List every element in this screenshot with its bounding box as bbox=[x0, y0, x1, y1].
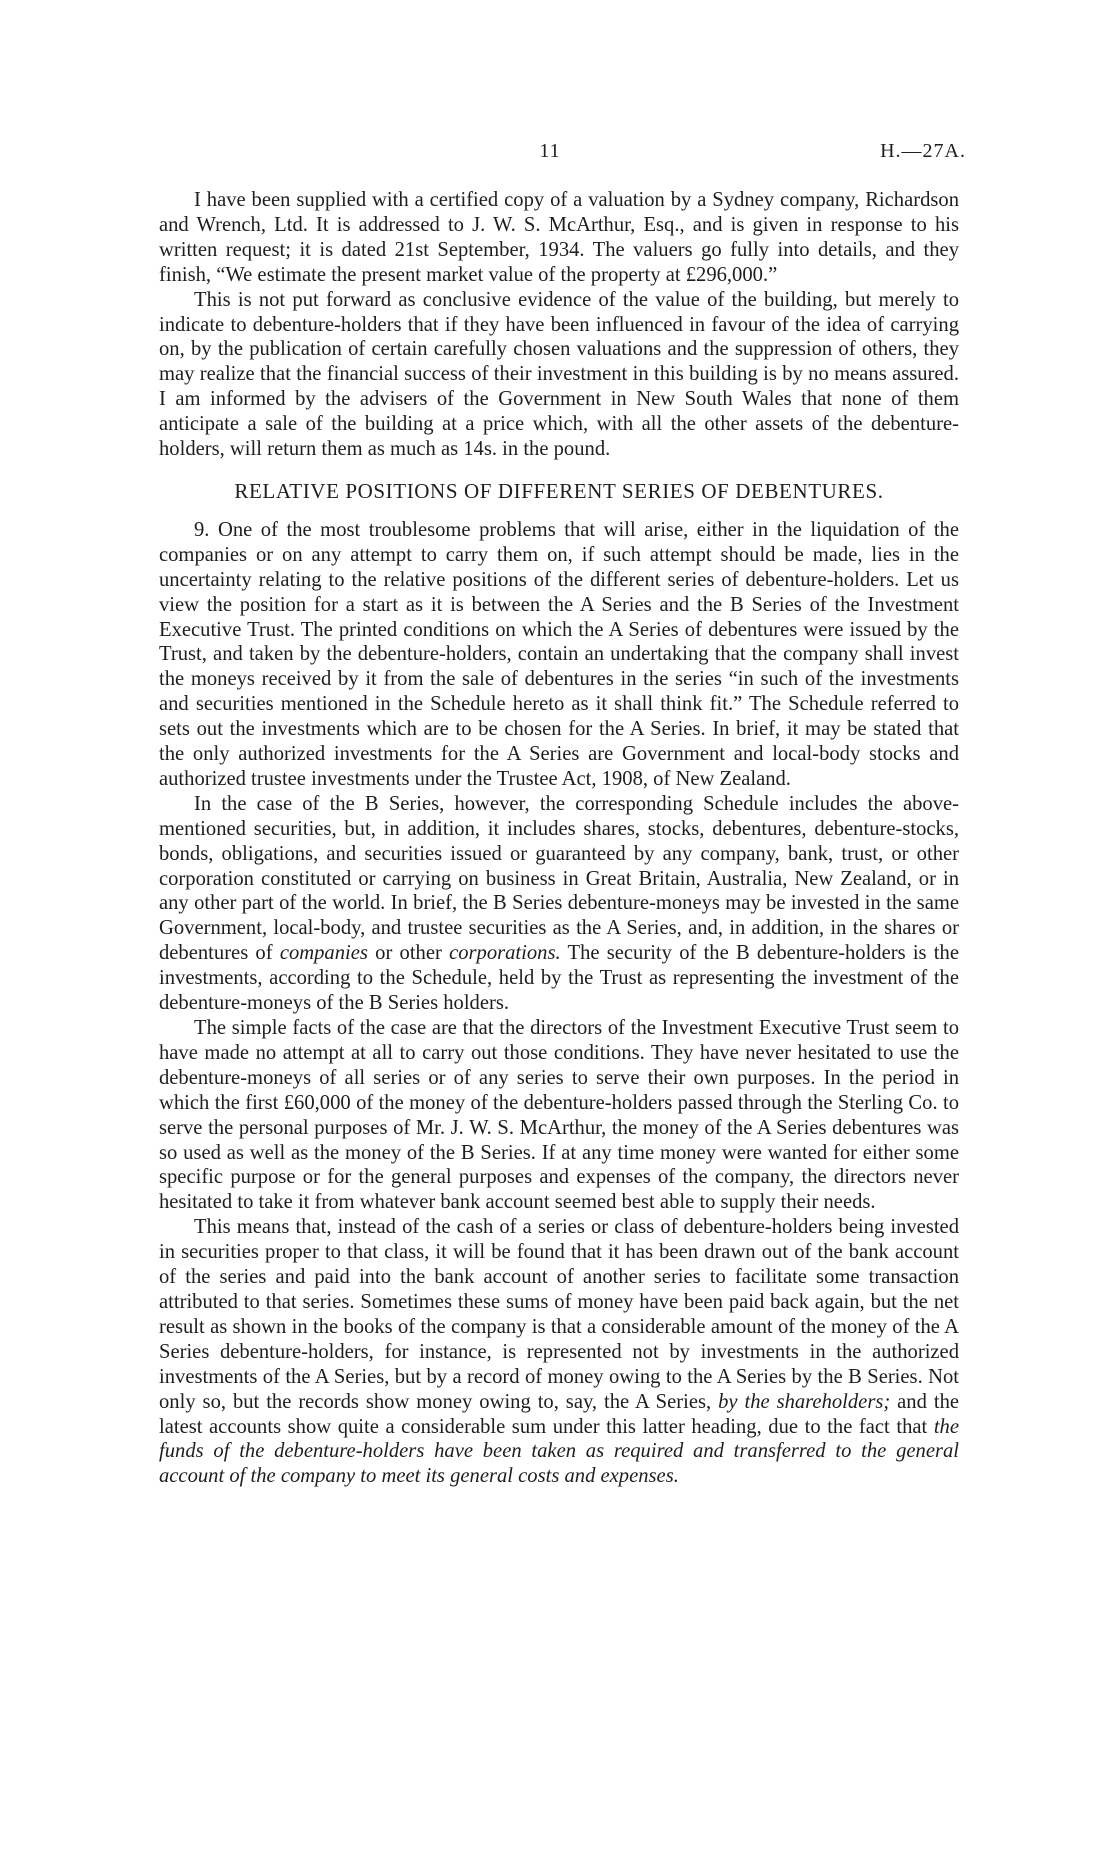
b-series-text-1: In the case of the B Series, however, the corresponding Schedule includes the above-mentioned securities, but, in addition, it includes shares, stocks, debentures, debenture-stocks, bonds, obligations, and securities issued or guaranteed by any company, bank, trust, or other corporation constituted or carrying on business in Great Britain, Australia, New Zealand, or in any other part of the world. In brief, the B Series debenture-moneys may be invested in the same Government, local-body, and trustee securities as the A Series, and, in addition, in the shares or debentures of bbox=[159, 792, 959, 965]
emphasis-companies: companies bbox=[279, 942, 368, 965]
emphasis-funds-taken: the funds of the debenture-holders have been taken as required and transferred to the general account of the company to meet its general costs and expenses. bbox=[159, 1415, 959, 1488]
document-reference: H.—27A. bbox=[880, 140, 966, 162]
page-number: 11 bbox=[539, 140, 561, 162]
b-series-text-2: or other bbox=[375, 942, 442, 965]
paragraph-not-conclusive: This is not put forward as conclusive evidence of the value of the building, but merely to indicate to debenture-holders that if they have been influenced in favour of the idea of carrying on, by the publication of certain carefully chosen valuations and the suppression of others, they may realize that the financial success of their investment in this building is by no means assured. I am informed by the advisers of the Government in New South Wales that none of them anticipate a sale of the building at a price which, with all the other assets of the debenture-holders, will return them as much as 14s. in the pound. bbox=[159, 288, 959, 461]
paragraph-simple-facts: The simple facts of the case are that the directors of the Investment Executive Trust seem to have made no attempt at all to carry out those conditions. They have never hesitated to use the debenture-moneys of all series or of any series to serve their own purposes. In the period in which the first £60,000 of the money of the debenture-holders passed through the Sterling Co. to serve the personal purposes of Mr. J. W. S. McArthur, the money of the A Series debentures was so used as well as the money of the B Series. If at any time money were wanted for either some specific purpose or for the general purposes and expenses of the company, the directors never hesitated to take it from whatever bank account seemed best able to supply their needs. bbox=[159, 1017, 959, 1214]
emphasis-corporations: corporations. bbox=[449, 942, 561, 965]
b-series-text-3: The security of the B debenture-holders is the investments, according to the Schedule, held by the Trust as representing the investment of the debenture-moneys of the B Series holders. bbox=[159, 942, 959, 1015]
emphasis-by-shareholders: by the shareholders; bbox=[718, 1390, 891, 1413]
paragraph-relative-positions: 9. One of the most troublesome problems that will arise, either in the liquidation of the companies or on any attempt to carry them on, if such attempt should be made, lies in the uncertainty relating to the relative positions of the different series of debenture-holders. Let us view the position for a start as it is between the A Series and the B Series of the Investment Executive Trust. The printed conditions on which the A Series of debentures were issued by the Trust, and taken by the debenture-holders, contain an undertaking that the company shall invest the moneys received by it from the sale of debentures in the series “in such of the investments and securities mentioned in the Schedule hereto as it shall think fit.” The Schedule referred to sets out the investments which are to be chosen for the A Series. In brief, it may be stated that the only authorized investments for the A Series are Government and local-body stocks and authorized trustee investments under the Trustee Act, 1908, of New Zealand. bbox=[159, 518, 959, 790]
paragraph-this-means bbox=[159, 1215, 959, 1489]
body-text bbox=[159, 188, 959, 1489]
paragraph-valuation: I have been supplied with a certified copy of a valuation by a Sydney company, Richardson and Wrench, Ltd. It is addressed to J. W. S. McArthur, Esq., and is given in response to his written request; it is dated 21st September, 1934. The valuers go fully into details, and they finish, “We estimate the present market value of the property at £296,000.” bbox=[159, 189, 959, 286]
this-means-text-2: and the latest accounts show quite a considerable sum under this latter heading, due to the fact that bbox=[159, 1390, 960, 1438]
section-heading: RELATIVE POSITIONS OF DIFFERENT SERIES OF DEBENTURES. bbox=[234, 478, 884, 503]
this-means-text-1: This means that, instead of the cash of a series or class of debenture-holders being invested in securities proper to that class, it will be found that it has been drawn out of the bank account of the series and paid into the bank account of another series to facilitate some transaction attributed to that series. Sometimes these sums of money have been paid back again, but the net result as shown in the books of the company is that a considerable amount of the money of the A Series debenture-holders, for instance, is represented not by investments in the authorized investments of the A Series, but by a record of money owing to the A Series by the B Series. Not only so, but the records show money owing to, say, the A Series, bbox=[159, 1216, 959, 1413]
paragraph-b-series bbox=[159, 792, 959, 1016]
